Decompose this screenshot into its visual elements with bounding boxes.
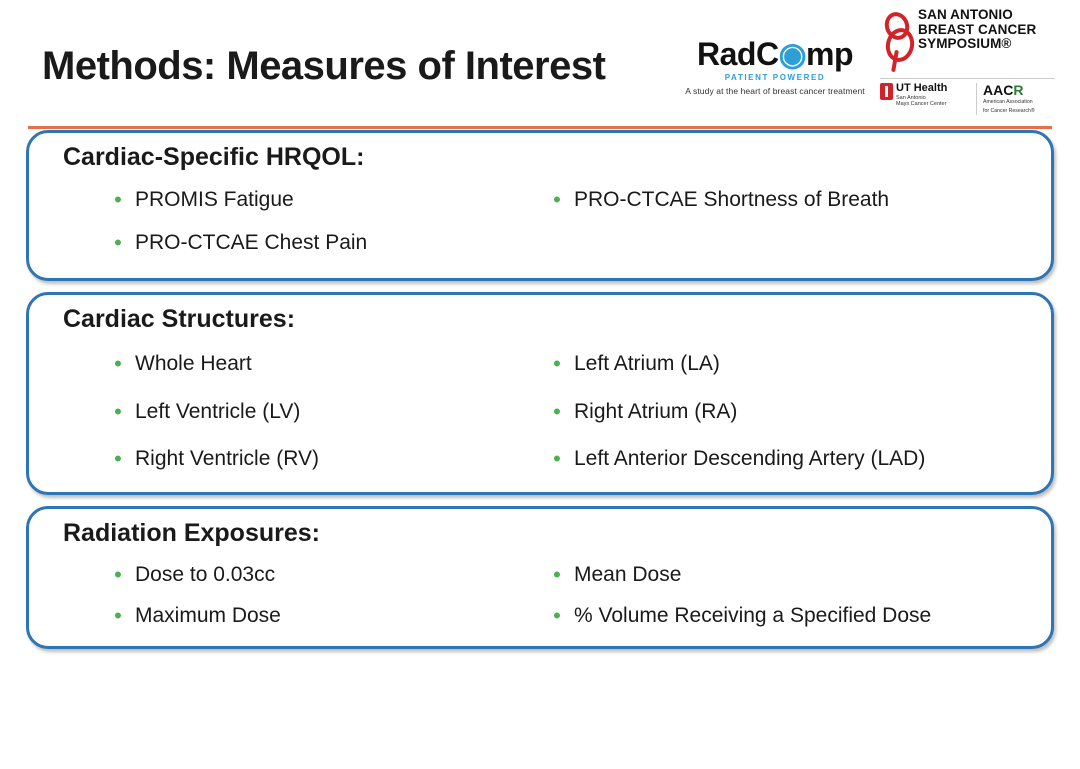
section-heading: Radiation Exposures: — [63, 518, 320, 547]
list-item-label: Maximum Dose — [135, 604, 281, 628]
bullet-icon: • — [114, 445, 122, 471]
bullet-icon: • — [114, 398, 122, 424]
section-heading: Cardiac Structures: — [63, 305, 296, 334]
list-item — [43, 340, 540, 387]
aacr-subtitle-2: for Cancer Research® — [983, 107, 1035, 114]
list-item-label: % Volume Receiving a Specified Dose — [574, 604, 932, 628]
section-card-radiation-exposures — [26, 506, 1054, 649]
list-item — [540, 595, 1037, 636]
bullet-icon: • — [114, 351, 122, 377]
ut-health-logo — [880, 83, 976, 115]
radcomp-tagline: A study at the heart of breast cancer treatment — [685, 86, 865, 96]
list-item — [540, 435, 1037, 482]
bullet-icon: • — [553, 445, 561, 471]
list-item — [43, 435, 540, 482]
list-item — [540, 554, 1037, 595]
bullet-icon: • — [553, 187, 561, 212]
list-item-label: Left Atrium (LA) — [574, 352, 720, 376]
sabcs-logo — [880, 8, 1055, 115]
list-item-label: Left Anterior Descending Artery (LAD) — [574, 446, 926, 470]
ut-health-city: San Antonio — [896, 94, 926, 101]
sabcs-line-2: BREAST CANCER — [918, 21, 1037, 37]
bullet-icon: • — [114, 603, 122, 629]
list-item — [43, 221, 540, 264]
content-area — [0, 130, 1080, 649]
list-item-label: Left Ventricle (LV) — [135, 399, 301, 423]
bullet-icon: • — [114, 561, 122, 587]
list-item-label: PROMIS Fatigue — [135, 188, 294, 211]
list-item-label: Mean Dose — [574, 562, 682, 586]
header-divider — [28, 126, 1052, 129]
breast-cancer-ribbon-icon — [880, 10, 914, 72]
ut-shield-icon — [880, 83, 893, 100]
radcomp-subtitle: PATIENT POWERED — [724, 73, 826, 82]
list-item — [43, 595, 540, 636]
list-item — [43, 178, 540, 221]
bullet-icon: • — [114, 187, 122, 212]
list-item-label: Whole Heart — [135, 352, 252, 376]
sabcs-line-3: SYMPOSIUM® — [918, 36, 1012, 52]
slide-header — [0, 0, 1080, 130]
radcomp-name-pre: RadC — [697, 36, 779, 72]
radcomp-wordmark — [697, 38, 853, 70]
page-title: Methods: Measures of Interest — [42, 44, 606, 88]
list-item — [43, 554, 540, 595]
list-item-label: PRO-CTCAE Chest Pain — [135, 231, 368, 255]
radcomp-o-icon: ◉ — [778, 36, 806, 72]
aacr-logo — [976, 83, 1055, 115]
aacr-r: R — [1013, 82, 1024, 98]
radcomp-logo — [680, 38, 870, 96]
section-card-cardiac-hrqol — [26, 130, 1054, 281]
section-heading: Cardiac-Specific HRQOL: — [63, 143, 365, 171]
list-item-label: Right Ventricle (RV) — [135, 446, 320, 470]
section-card-cardiac-structures — [26, 292, 1054, 495]
list-item — [43, 388, 540, 435]
bullet-icon: • — [553, 561, 561, 587]
bullet-icon: • — [114, 230, 122, 256]
sabcs-line-1: SAN ANTONIO — [918, 7, 1013, 22]
aacr-wordmark — [983, 83, 1055, 97]
bullet-icon: • — [553, 603, 561, 629]
ut-health-center: Mays Cancer Center — [896, 101, 947, 108]
bullet-icon: • — [553, 398, 561, 424]
list-item — [540, 340, 1037, 387]
aacr-subtitle-1: American Association — [983, 99, 1033, 105]
radcomp-name-post: mp — [805, 36, 853, 72]
bullet-icon: • — [553, 351, 561, 377]
list-item — [540, 388, 1037, 435]
list-item-label: Right Atrium (RA) — [574, 399, 738, 423]
aacr-pre: AAC — [983, 82, 1014, 98]
list-item-label: PRO-CTCAE Shortness of Breath — [574, 188, 890, 211]
list-item-label: Dose to 0.03cc — [135, 562, 276, 586]
list-item — [540, 178, 1037, 221]
ut-health-name: UT Health — [896, 82, 948, 94]
